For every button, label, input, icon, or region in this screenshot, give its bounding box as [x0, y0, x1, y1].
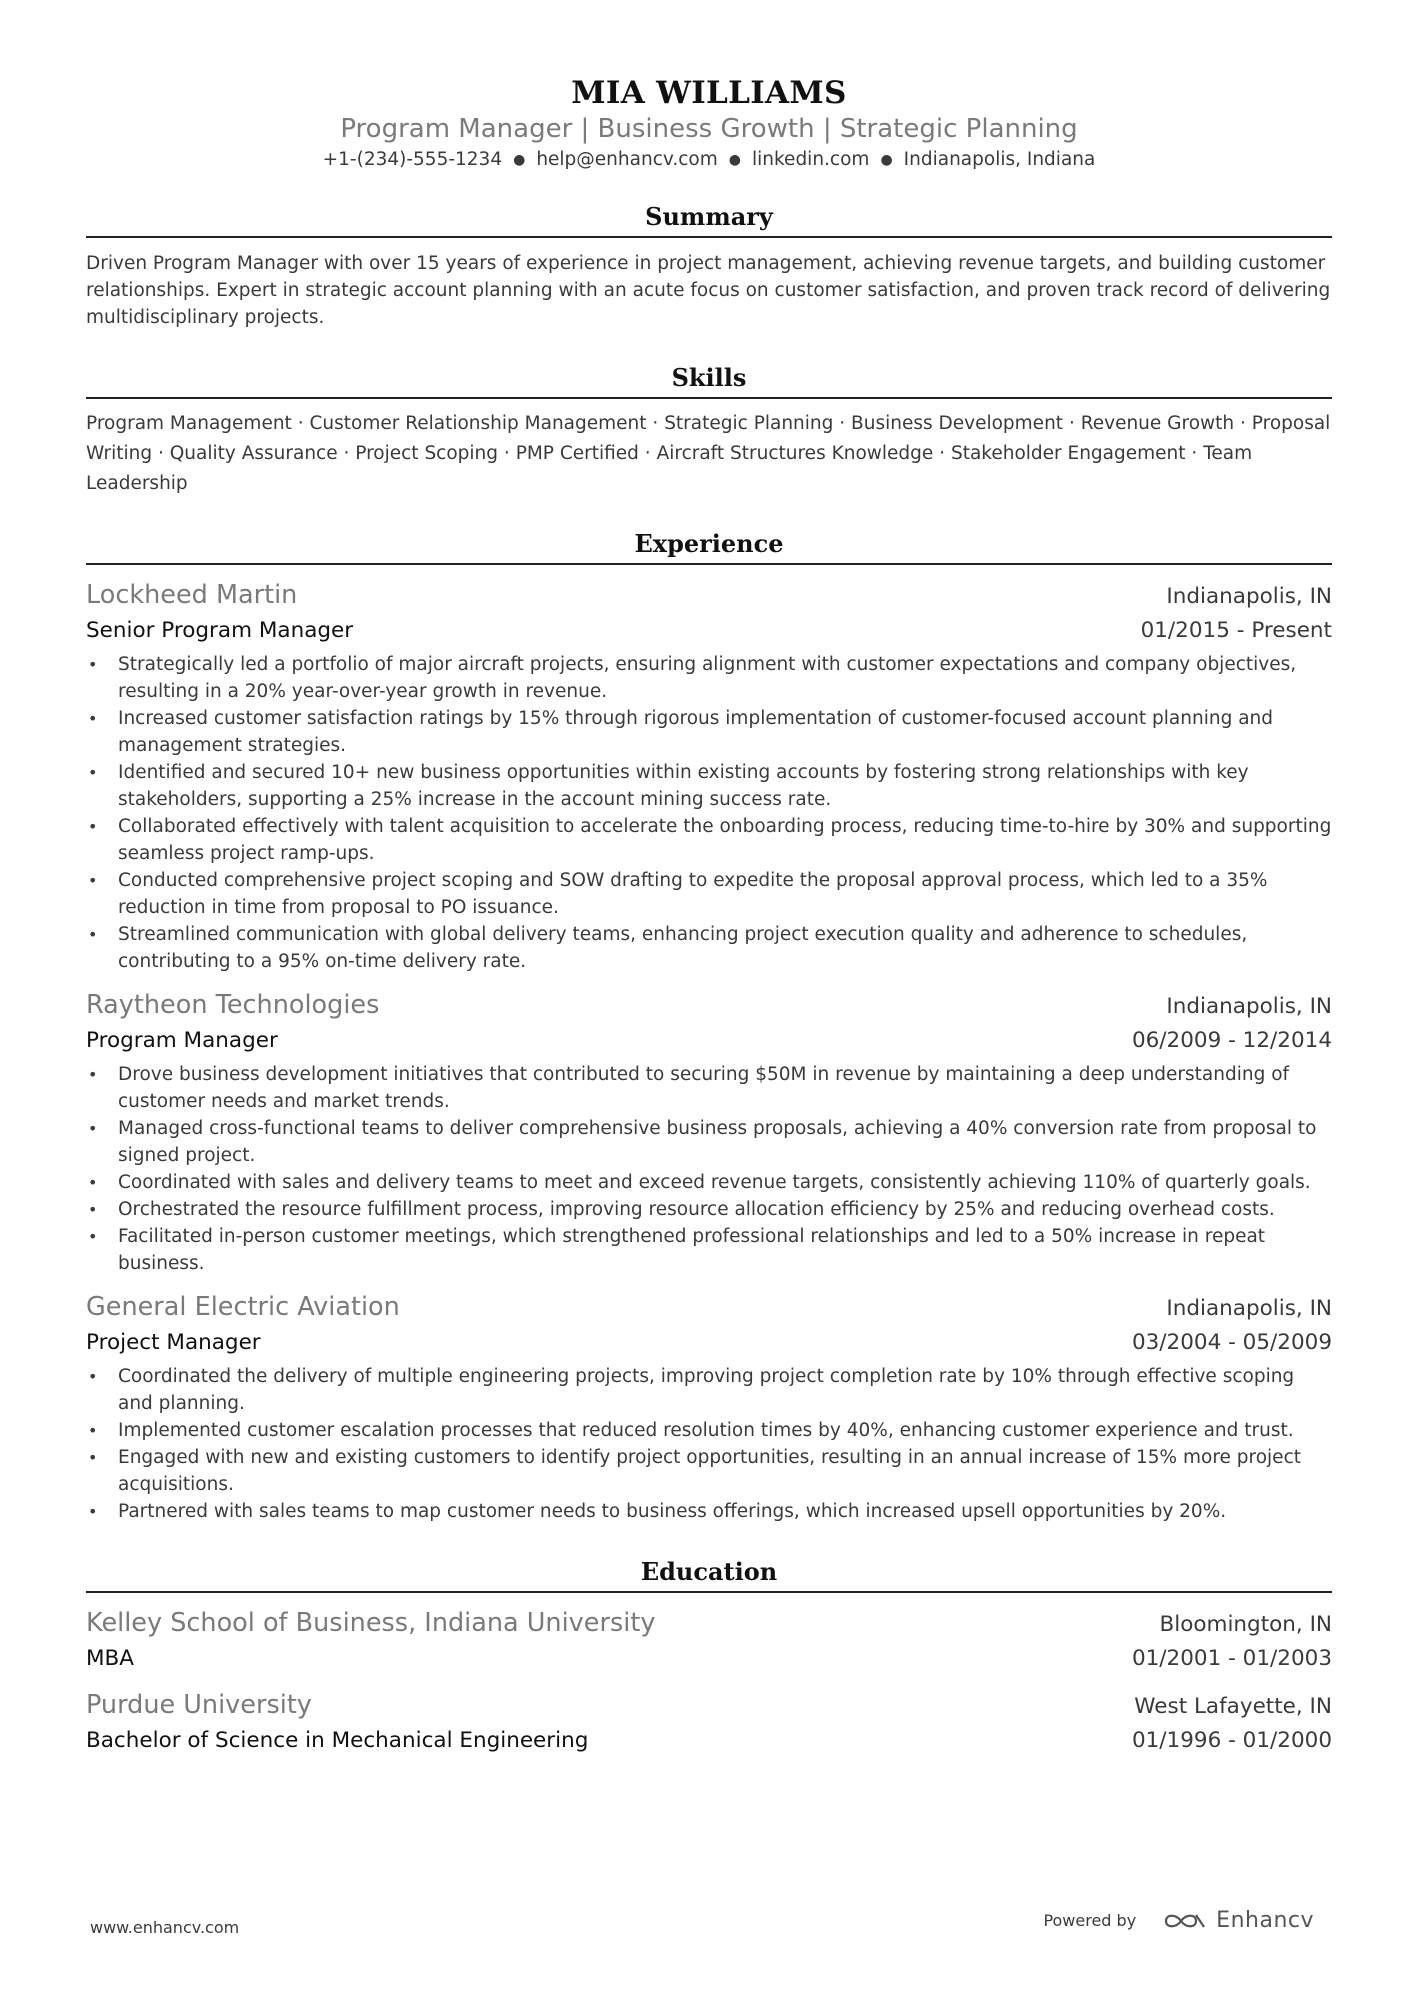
achievement-item [86, 1196, 1332, 1223]
education-dates: 01/1996 - 01/2000 [1131, 1728, 1332, 1753]
job-location: Indianapolis, IN [1166, 584, 1332, 609]
achievement-item [86, 1169, 1332, 1196]
email[interactable]: help@enhancv.com [536, 149, 718, 170]
bullet-icon: • [88, 1200, 98, 1219]
skills-section [86, 361, 1332, 499]
job-title: Project Manager [86, 1330, 261, 1355]
contact-line [86, 146, 1332, 174]
skill-item: Stakeholder Engagement [950, 443, 1186, 464]
achievement-text: Conducted comprehensive project scoping and SOW drafting to expedite the proposal approval process, which led to a 35% reduction in time from proposal to PO issuance. [118, 870, 1268, 918]
powered-by-label: Powered by [1043, 1911, 1137, 1930]
section-title: Experience [634, 529, 784, 558]
school-location: West Lafayette, IN [1134, 1694, 1332, 1719]
bullet-icon: • [88, 871, 98, 890]
summary-section [86, 200, 1332, 331]
bullet-icon: • [88, 709, 98, 728]
bullet-icon: • [88, 1448, 98, 1467]
degree: MBA [86, 1646, 135, 1671]
footer-website[interactable]: www.enhancv.com [90, 1918, 240, 1937]
phone: +1-(234)-555-1234 [322, 149, 503, 170]
skill-item: PMP Certified [515, 443, 639, 464]
achievement-text: Engaged with new and existing customers to identify project opportunities, resulting in an annual increase of 15% more project acquisitions. [118, 1447, 1301, 1495]
achievement-item [86, 1498, 1332, 1525]
job-dates: 03/2004 - 05/2009 [1131, 1330, 1332, 1355]
bullet-icon: • [88, 655, 98, 674]
achievement-item [86, 1417, 1332, 1444]
achievement-item [86, 1061, 1332, 1115]
school-name: Purdue University [86, 1690, 312, 1720]
achievement-list [86, 1061, 1332, 1277]
job-title: Senior Program Manager [86, 618, 354, 643]
school-location: Bloomington, IN [1159, 1612, 1332, 1637]
bullet-icon: • [88, 763, 98, 782]
skill-item: Program Management [86, 413, 292, 434]
achievement-text: Streamlined communication with global delivery teams, enhancing project execution quality and adherence to schedules, contributing to a 95% on-time delivery rate. [118, 924, 1248, 972]
skill-separator: · [291, 413, 310, 434]
achievement-text: Coordinated with sales and delivery teams to meet and exceed revenue targets, consistently achieving 110% of quarterly goals. [118, 1172, 1311, 1193]
achievement-text: Strategically led a portfolio of major aircraft projects, ensuring alignment with customer expectations and company objectives, resulting in a 20% year-over-year growth in revenue. [118, 654, 1297, 702]
bullet-icon: • [88, 1173, 98, 1192]
achievement-text: Implemented customer escalation processes that reduced resolution times by 40%, enhancing customer experience and trust. [118, 1420, 1294, 1441]
achievement-text: Facilitated in-person customer meetings, which strengthened professional relationships and led to a 50% increase in repeat business. [118, 1226, 1266, 1274]
section-title: Skills [671, 363, 747, 392]
skill-separator: · [1063, 413, 1081, 434]
job-location: Indianapolis, IN [1166, 1296, 1332, 1321]
skill-item: Project Scoping [355, 443, 499, 464]
education-entry [86, 1687, 1332, 1757]
skill-item: Strategic Planning [664, 413, 834, 434]
achievement-text: Partnered with sales teams to map customer needs to business offerings, which increased upsell opportunities by 20%. [118, 1501, 1227, 1522]
skill-separator: · [833, 413, 852, 434]
experience-entry [86, 987, 1332, 1277]
footer-branding [1043, 1908, 1314, 1933]
achievement-item [86, 705, 1332, 759]
company-name: Raytheon Technologies [86, 990, 380, 1020]
achievement-list [86, 1363, 1332, 1525]
skill-item: Proposal Writing [86, 413, 1331, 464]
separator-dot: ● [728, 152, 741, 168]
bullet-icon: • [88, 817, 98, 836]
skill-separator: · [1185, 443, 1204, 464]
skill-separator: · [498, 443, 516, 464]
company-name: General Electric Aviation [86, 1292, 400, 1322]
skill-separator: · [933, 443, 951, 464]
achievement-text: Managed cross-functional teams to deliver comprehensive business proposals, achieving a 40% conversion rate from proposal to signed project. [118, 1118, 1317, 1166]
brand-name: Enhancv [1216, 1908, 1314, 1933]
achievement-item [86, 759, 1332, 813]
section-divider [86, 1591, 1332, 1593]
job-dates: 01/2015 - Present [1140, 618, 1332, 643]
achievement-text: Collaborated effectively with talent acquisition to accelerate the onboarding process, reducing time-to-hire by 30% and supporting seamless project ramp-ups. [118, 816, 1332, 864]
education-entry [86, 1605, 1332, 1675]
location: Indianapolis, Indiana [903, 149, 1096, 170]
skill-item: Business Development [851, 413, 1064, 434]
experience-entry [86, 1289, 1332, 1525]
achievement-text: Increased customer satisfaction ratings by 15% through rigorous implementation of customer-focused account planning and management strategies. [118, 708, 1273, 756]
skill-separator: · [638, 443, 657, 464]
skill-separator: · [152, 443, 170, 464]
experience-entry [86, 577, 1332, 975]
summary-text: Driven Program Manager with over 15 years of experience in project management, achieving revenue targets, and building customer relationships. Expert in strategic account planning with an acute focus on customer satisfaction, and proven track record of delivering multidisciplinary projects. [86, 253, 1331, 328]
bullet-icon: • [88, 1502, 98, 1521]
skill-item: Team Leadership [86, 443, 1253, 494]
bullet-icon: • [88, 1119, 98, 1138]
section-divider [86, 563, 1332, 565]
job-title: Program Manager [86, 1028, 278, 1053]
achievement-item [86, 1115, 1332, 1169]
section-divider [86, 236, 1332, 238]
company-name: Lockheed Martin [86, 580, 298, 610]
skill-item: Aircraft Structures Knowledge [656, 443, 934, 464]
education-section [86, 1555, 1332, 1757]
linkedin[interactable]: linkedin.com [752, 149, 870, 170]
achievement-item [86, 1444, 1332, 1498]
achievement-item [86, 1363, 1332, 1417]
achievement-item [86, 921, 1332, 975]
skills-list [86, 409, 1332, 499]
achievement-text: Coordinated the delivery of multiple engineering projects, improving project completion rate by 10% through effective scoping and planning. [118, 1366, 1295, 1414]
experience-list [86, 577, 1332, 1525]
bullet-icon: • [88, 1065, 98, 1084]
skill-separator: · [1234, 413, 1252, 434]
achievement-item [86, 651, 1332, 705]
resume-page [86, 74, 1332, 1757]
skill-separator: · [337, 443, 356, 464]
bullet-icon: • [88, 1421, 98, 1440]
separator-dot: ● [513, 152, 526, 168]
bullet-icon: • [88, 925, 98, 944]
headline: Program Manager | Business Growth | Strategic Planning [340, 114, 1078, 144]
skill-item: Revenue Growth [1080, 413, 1235, 434]
skill-item: Customer Relationship Management [309, 413, 647, 434]
section-title: Education [640, 1557, 778, 1586]
candidate-name: MIA WILLIAMS [571, 75, 847, 111]
education-list [86, 1605, 1332, 1757]
skill-item: Quality Assurance [169, 443, 338, 464]
job-dates: 06/2009 - 12/2014 [1131, 1028, 1332, 1053]
skill-separator: · [646, 413, 665, 434]
section-title: Summary [645, 202, 773, 231]
achievement-item [86, 867, 1332, 921]
bullet-icon: • [88, 1367, 98, 1386]
achievement-text: Orchestrated the resource fulfillment process, improving resource allocation efficiency by 25% and reducing overhead costs. [118, 1199, 1275, 1220]
section-divider [86, 397, 1332, 399]
achievement-item [86, 813, 1332, 867]
separator-dot: ● [880, 152, 893, 168]
experience-section [86, 527, 1332, 1525]
achievement-list [86, 651, 1332, 975]
degree: Bachelor of Science in Mechanical Engineering [86, 1728, 589, 1753]
achievement-text: Identified and secured 10+ new business opportunities within existing accounts by fostering strong relationships with key stakeholders, supporting a 25% increase in the account mining success rate. [118, 762, 1249, 810]
school-name: Kelley School of Business, Indiana University [86, 1608, 656, 1638]
achievement-text: Drove business development initiatives that contributed to securing $50M in revenue by maintaining a deep understanding of customer needs and market trends. [118, 1064, 1290, 1112]
enhancv-logo-icon [1162, 1909, 1208, 1933]
achievement-item [86, 1223, 1332, 1277]
education-dates: 01/2001 - 01/2003 [1131, 1646, 1332, 1671]
job-location: Indianapolis, IN [1166, 994, 1332, 1019]
bullet-icon: • [88, 1227, 98, 1246]
